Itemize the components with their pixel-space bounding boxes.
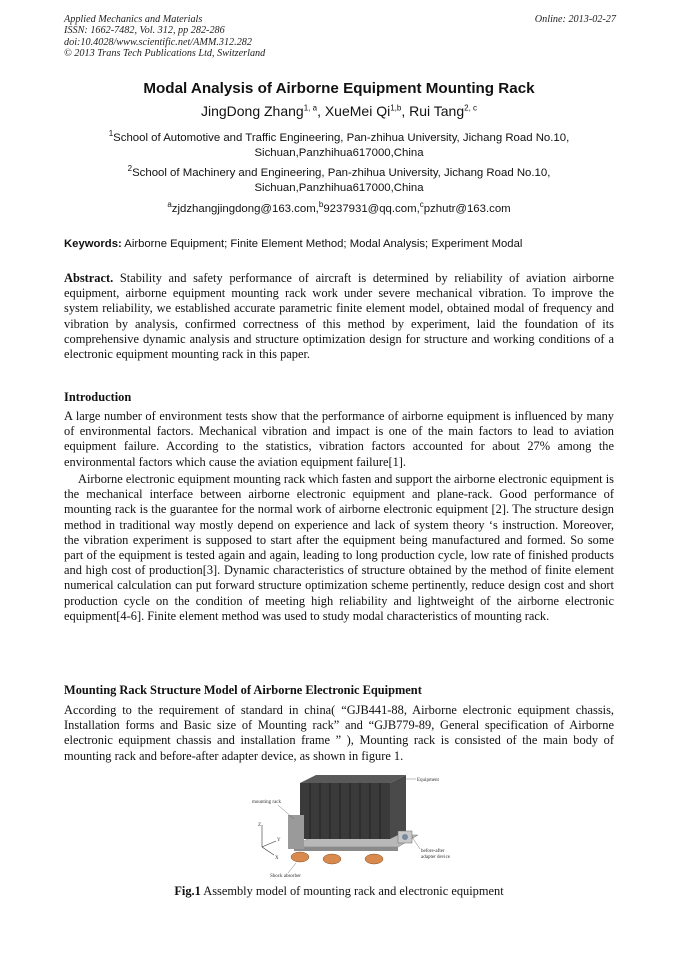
abstract-label: Abstract.: [64, 271, 114, 285]
author-name: Rui Tang: [409, 103, 465, 119]
abstract: [64, 271, 614, 362]
coordinate-axes: [262, 825, 276, 855]
online-date: Online: 2013-02-27: [534, 14, 616, 25]
email-link[interactable]: zjdzhangjingdong@163.com,: [171, 203, 319, 215]
intro-paragraph-1: A large number of environment tests show that the performance of airborne equipment is influenced by many of environmental factors. Mechanical vibration and impact is one of the main factors to lead to aviation equipment failure. According to the statistics, vibration factors accounted for about 27% among the environmental factors which cause the aviation equipment failure[1].: [64, 409, 614, 469]
intro-paragraph-2: Airborne electronic equipment mounting rack which fasten and support the airborne electronic equipment is the mechanical interface between airborne electronic equipment and plane-rack. Good performance of mounting rack is the guarantee for the normal work of airborne electronic equipment [2]. The structure design method in traditional way mostly depend on experience and lack of system theory ‘s instruction. Moreover, the vibration experiment is supposed to start after the equipment being manufactured and formed. So some part of the equipment is tested again and again, leading to long production cycle, low rate of finished products and high cost of production[3]. Dynamic characteristics of structure obtained by the method of finite element numerical calculation can put forward structure optimization scheme pertinently, reduce design cost and short production cycle on the condition of meeting high reliability and lightweight of the airborne electronic equipment[4-6]. Finite element method was used to study modal characteristics of mounting rack.: [64, 472, 614, 623]
author-sup: 2, c: [464, 103, 478, 113]
figure-caption: [0, 884, 678, 899]
shock-absorbers: [291, 852, 383, 864]
journal-header: [64, 14, 265, 60]
label-before-after: before-after: [421, 849, 445, 854]
email-link[interactable]: pzhutr@163.com: [423, 203, 511, 215]
axis-z-label: Z: [258, 823, 262, 828]
affiliation-text: School of Machinery and Engineering, Pan-zhihua University, Jichang Road No.10, Sichuan,Panzhihua617000,China: [132, 167, 551, 194]
email-sup: b: [318, 200, 324, 210]
caption-label: Fig.1: [174, 884, 201, 898]
keywords: [64, 238, 522, 250]
figure-assembly-model: [248, 773, 466, 881]
email-sup: a: [167, 200, 172, 210]
adapter-knob: [402, 834, 408, 840]
affiliation-1: [70, 131, 608, 161]
axis-x-label: X: [275, 856, 279, 861]
caption-text: Assembly model of mounting rack and electronic equipment: [203, 884, 504, 898]
journal-name: Applied Mechanics and Materials: [64, 14, 203, 25]
axis-y-label: Y: [277, 838, 281, 843]
author-name: JingDong Zhang: [200, 103, 304, 119]
doi-line: doi:10.4028/www.scientific.net/AMM.312.282: [64, 36, 252, 48]
copyright-line: © 2013 Trans Tech Publications Ltd, Switzerland: [64, 48, 266, 60]
email-link[interactable]: 9237931@qq.com,: [323, 203, 420, 215]
label-shock-absorber: Shock absorber: [270, 874, 301, 879]
mounting-rack-wall: [288, 815, 304, 849]
keywords-text: Airborne Equipment; Finite Element Method; Modal Analysis; Experiment Modal: [124, 238, 523, 250]
section2-paragraph: According to the requirement of standard in china( “GJB441-88, Airborne electronic equipment chassis, Installation forms and Basic size of Mounting rack” and “GJB779-89, General specification of Airborne electronic equipment chassis and installation frame ” ), Mounting rack is consisted of the main body of mounting rack and before-after adapter device, as shown in figure 1.: [64, 703, 614, 763]
affiliation-sup: 2: [127, 164, 133, 174]
equipment-front: [300, 783, 390, 839]
author-sup: 1, a: [303, 103, 318, 113]
paper-title: Modal Analysis of Airborne Equipment Mounting Rack: [143, 80, 535, 97]
section-heading: Mounting Rack Structure Model of Airborne Electronic Equipment: [64, 683, 422, 697]
issn-line: ISSN: 1662-7482, Vol. 312, pp 282-286: [64, 25, 225, 37]
section-heading: Introduction: [64, 390, 132, 404]
abstract-text: Stability and safety performance of aircraft is determined by reliability of aviation airborne equipment, airborne equipment mounting rack work under severe mechanical vibration. To improve the system reliability, we established accurate parametric finite element model, obtained modal of frequency and vibration by analysis, confirmed correctness of this method by experiment, laid the foundation of its comprehensive dynamic analysis and structure optimization design for structure and working conditions of a electronic equipment mounting rack in this paper.: [64, 271, 614, 362]
label-equipment: Equipment: [417, 778, 439, 783]
affiliation-2: [70, 166, 608, 196]
author-sup: 1,b: [390, 103, 402, 113]
label-mounting-rack: mounting rack: [252, 800, 282, 805]
email-sup: c: [419, 200, 424, 210]
author-list: JingDong Zhang$^{1, a}$, XueMei Qi$^{1,b}$, Rui Tang$^{2, c}$: [200, 103, 478, 119]
keywords-label: Keywords:: [64, 238, 122, 250]
affiliation-sup: 1: [108, 129, 114, 139]
author-name: XueMei Qi: [324, 103, 391, 119]
label-adapter-device: adapter device: [421, 855, 451, 860]
email-line: [70, 202, 608, 217]
equipment-top: [300, 775, 406, 783]
affiliation-text: School of Automotive and Traffic Engineering, Pan-zhihua University, Jichang Road No.10, Sichuan,Panzhihua617000,China: [113, 132, 570, 159]
rack-base-edge: [294, 847, 398, 851]
equipment-side: [390, 775, 406, 839]
